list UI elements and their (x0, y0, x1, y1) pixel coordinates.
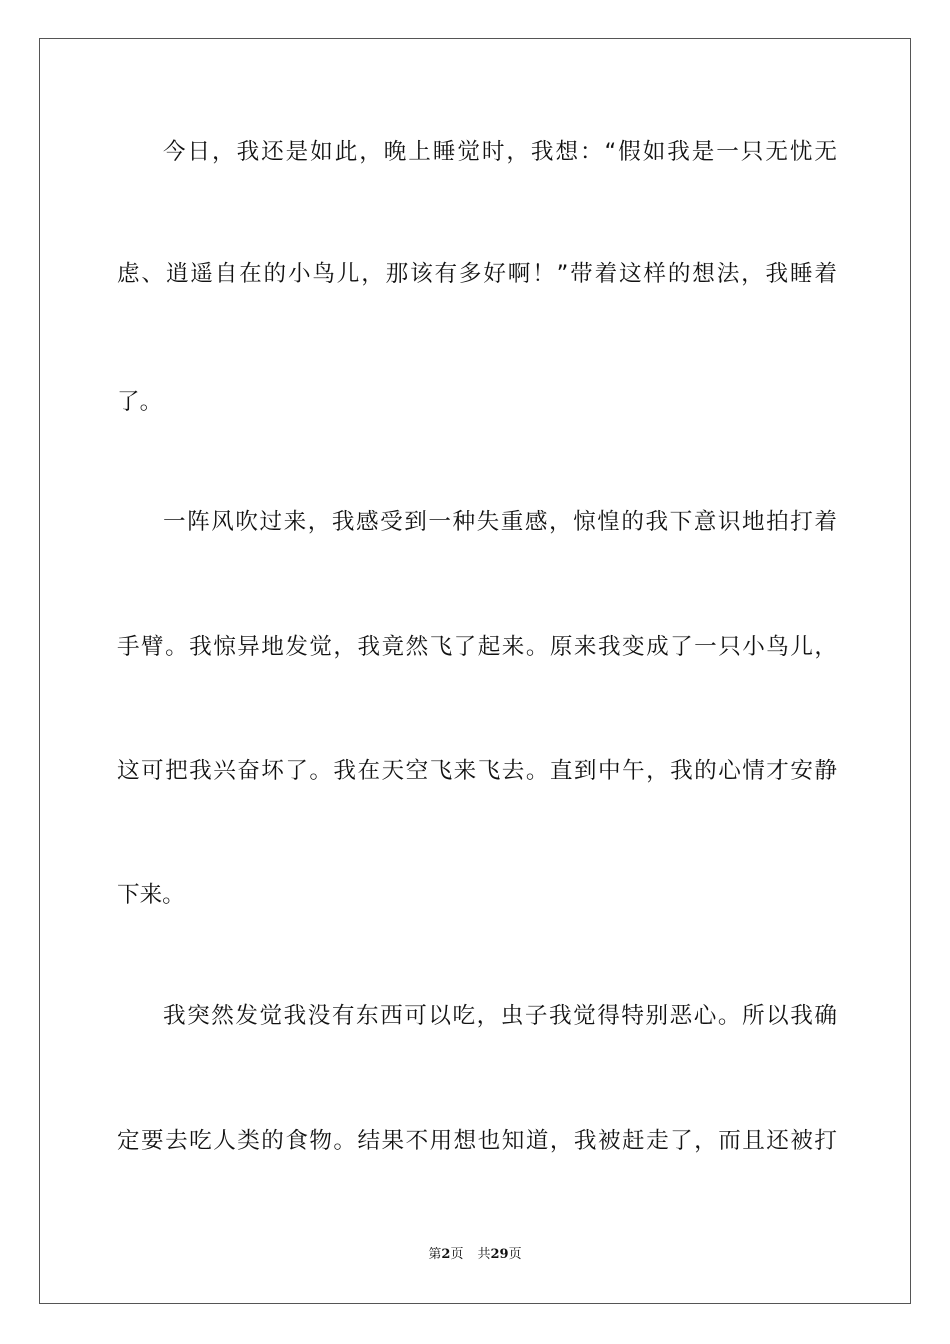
paragraph-1-line-3: 了。 (117, 389, 163, 415)
page-footer (0, 1245, 950, 1265)
paragraph-2-line-1: 一阵风吹过来，我感受到一种失重感，惊惶的我下意识地拍打着 (163, 509, 837, 535)
footer-total-suffix: 页 (508, 1247, 522, 1262)
page-frame (39, 38, 911, 1304)
footer-page-prefix: 第 (428, 1247, 442, 1262)
paragraph-3-line-1: 我突然发觉我没有东西可以吃，虫子我觉得特别恶心。所以我确 (163, 1003, 837, 1029)
paragraph-2-line-4: 下来。 (117, 882, 185, 908)
paragraph-3-line-2: 定要去吃人类的食物。结果不用想也知道，我被赶走了，而且还被打 (117, 1128, 837, 1154)
footer-page-number: 2 (441, 1247, 451, 1262)
paragraph-2-line-3: 这可把我兴奋坏了。我在天空飞来飞去。直到中午，我的心情才安静 (117, 758, 837, 784)
paragraph-1-line-1: 今日，我还是如此，晚上睡觉时，我想：“假如我是一只无忧无 (163, 139, 837, 165)
footer-total-pages: 29 (490, 1247, 509, 1262)
footer-total-prefix: 共 (477, 1247, 491, 1262)
paragraph-2-line-2: 手臂。我惊异地发觉，我竟然飞了起来。原来我变成了一只小鸟儿， (117, 634, 837, 660)
paragraph-1-line-2: 虑、逍遥自在的小鸟儿，那该有多好啊！”带着这样的想法，我睡着 (117, 261, 837, 287)
footer-page-suffix: 页 (450, 1247, 464, 1262)
